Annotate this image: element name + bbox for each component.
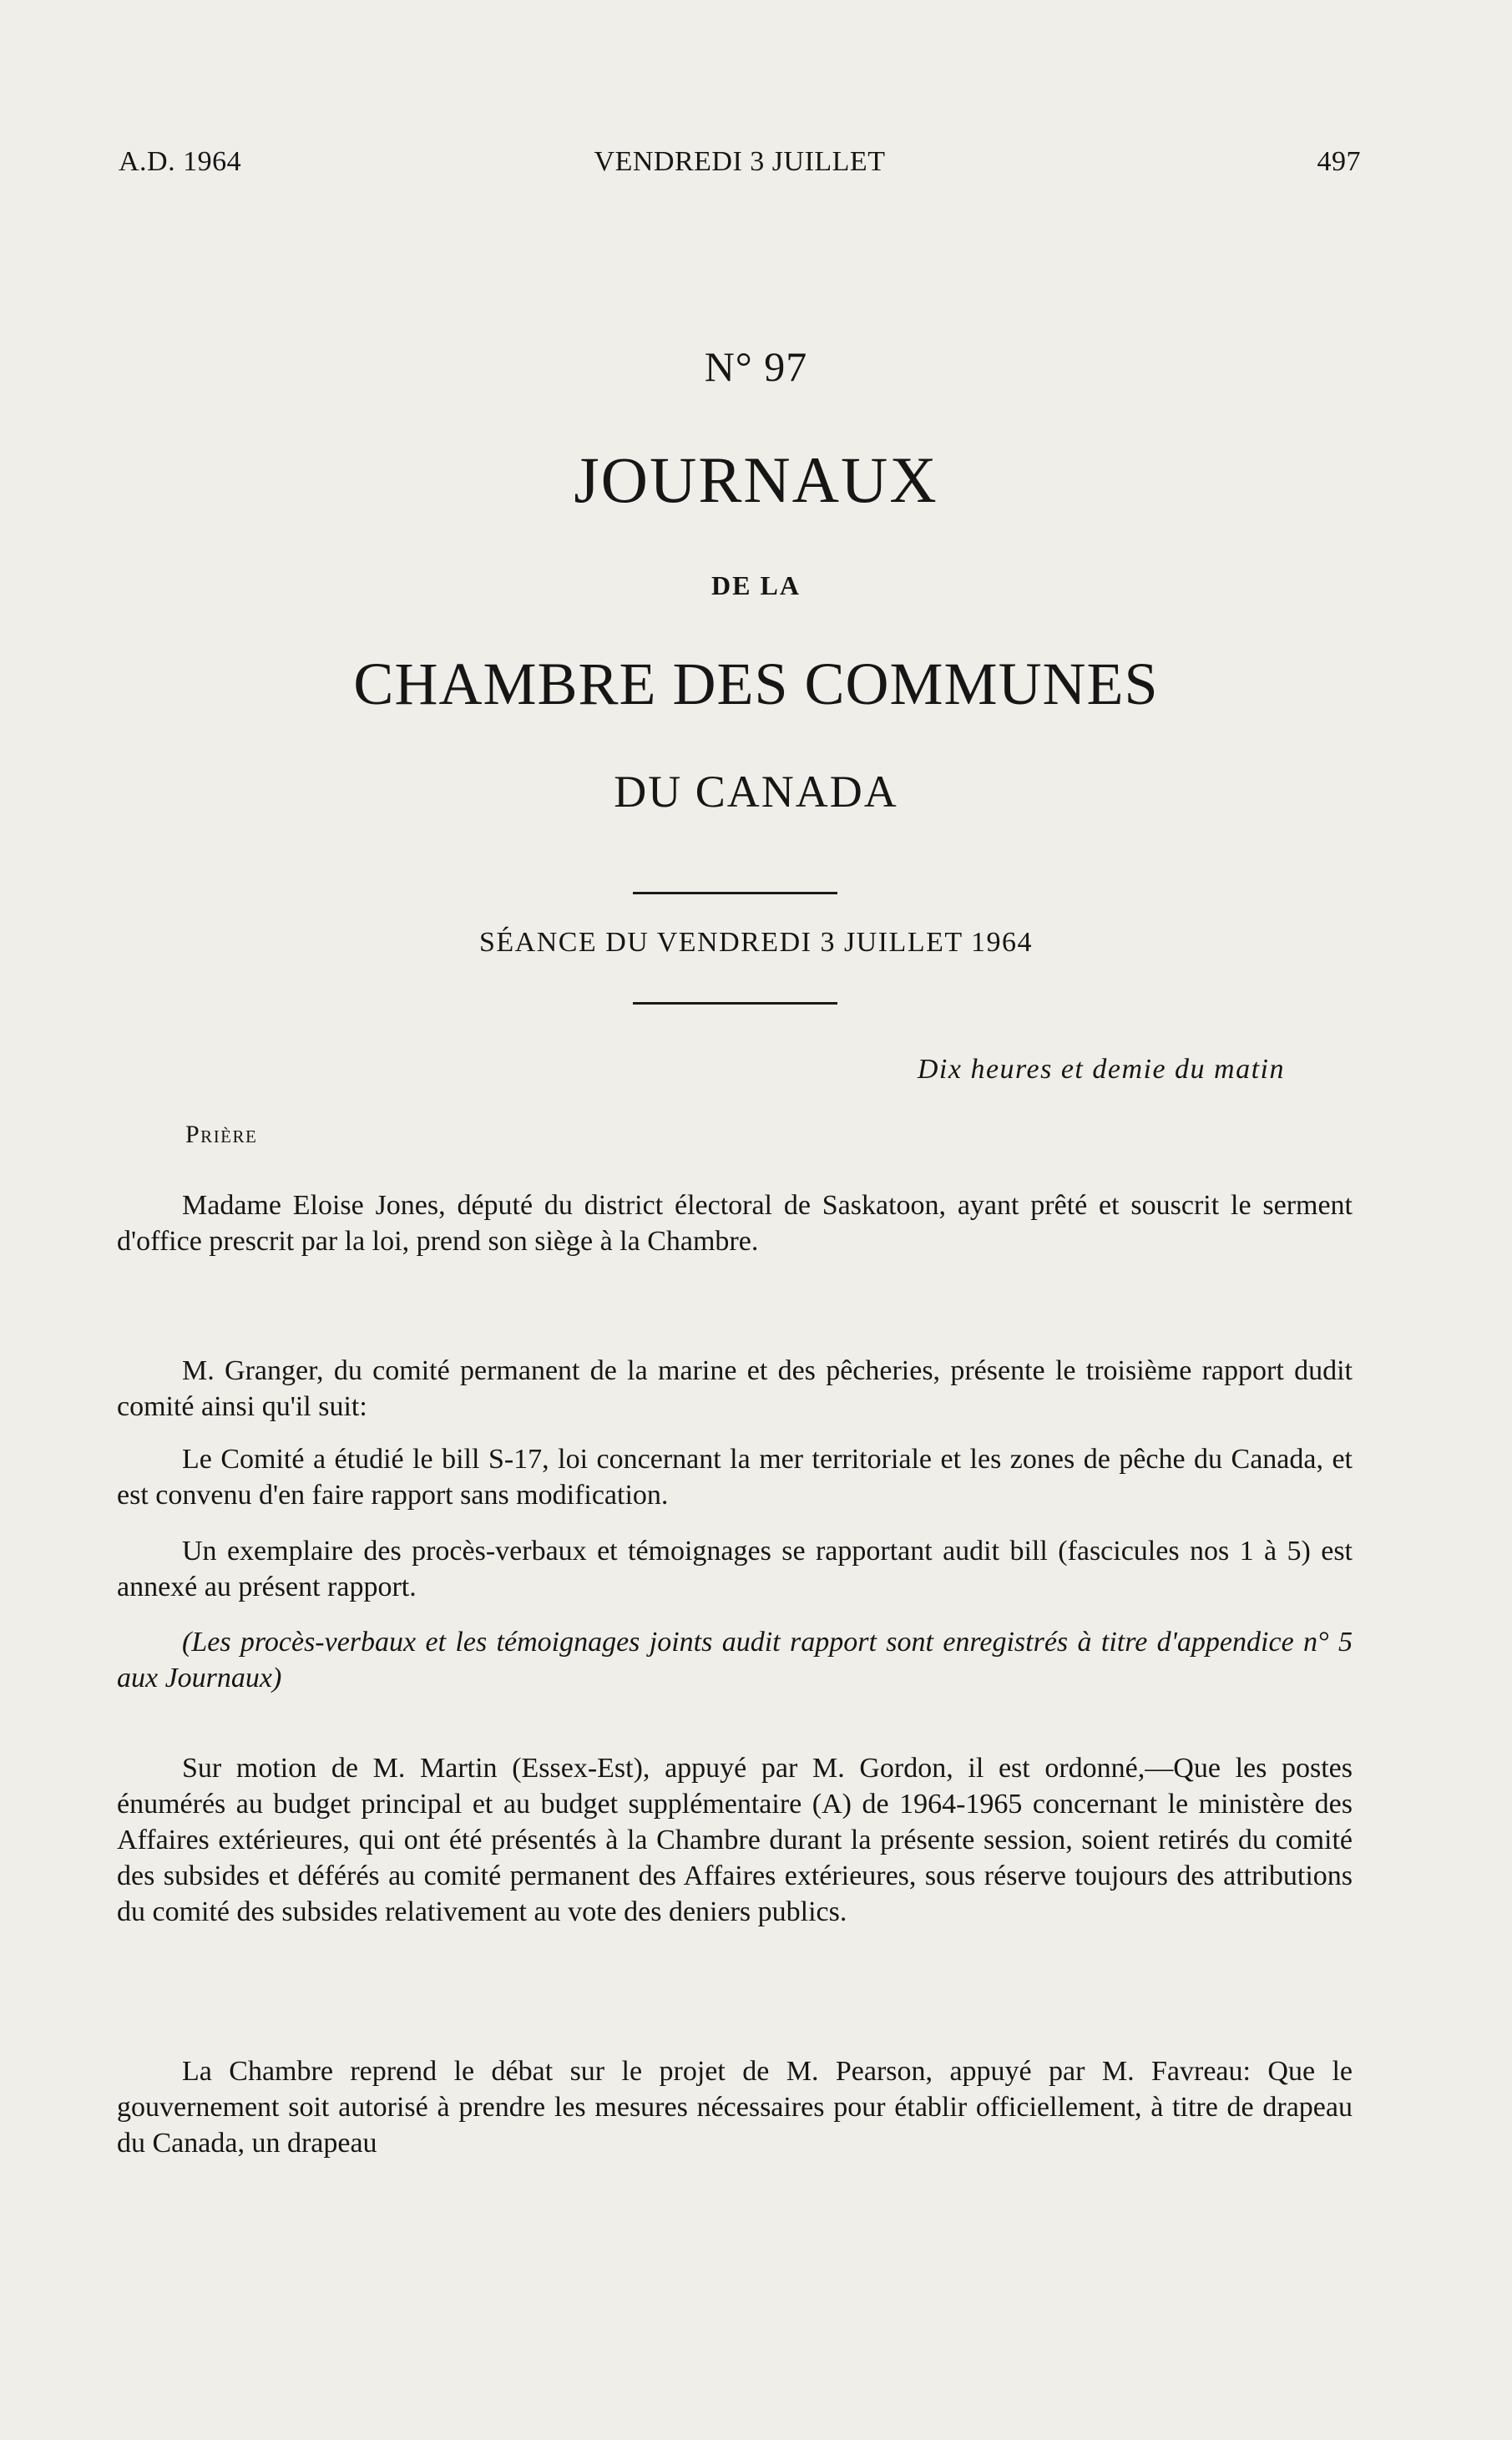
divider-rule: [633, 892, 837, 894]
paragraph-appendix-note: (Les procès-verbaux et les témoignages joints audit rapport sont enregistrés à titre d'appendice n° 5 aux Journaux): [117, 1627, 1353, 1693]
header-date: VENDREDI 3 JUILLET: [594, 146, 886, 177]
sitting-heading: SÉANCE DU VENDREDI 3 JUILLET 1964: [478, 927, 1034, 958]
country-title: DU CANADA: [614, 767, 898, 817]
paragraph-flag-debate: La Chambre reprend le débat sur le projet de M. Pearson, appuyé par M. Favreau: Que le gouvernement soit autorisé à prendre les mesures nécessaires pour établir officiellement, à titre de drapeau du Canada, un drapeau: [117, 2056, 1353, 2159]
journal-title: JOURNAUX: [574, 443, 938, 516]
paragraph-proceedings-copy: Un exemplaire des procès-verbaux et témoignages se rapportant audit bill (fascicules nos 1 à 5) est annexé au présent rapport.: [117, 1536, 1353, 1602]
issue-number: N° 97: [704, 343, 808, 390]
header-year: A.D. 1964: [119, 146, 242, 177]
running-header: [119, 146, 1361, 188]
page-number: 497: [1317, 146, 1361, 177]
paragraph-bill-study: Le Comité a étudié le bill S-17, loi concernant la mer territoriale et les zones de pêche du Canada, et est convenu d'en faire rapport sans modification.: [117, 1444, 1353, 1511]
paragraph-committee-report: M. Granger, du comité permanent de la marine et des pêcheries, présente le troisième rapport dudit comité ainsi qu'il suit:: [117, 1355, 1353, 1422]
paragraph-oath: Madame Eloise Jones, député du district électoral de Saskatoon, ayant prêté et souscrit le serment d'office prescrit par la loi, prend son siège à la Chambre.: [117, 1190, 1353, 1257]
title-connector: DE LA: [711, 570, 801, 600]
sitting-time: Dix heures et demie du matin: [917, 1054, 1285, 1085]
paragraph-motion: Sur motion de M. Martin (Essex-Est), appuyé par M. Gordon, il est ordonné,—Que les postes énumérés au budget principal et au budget supplémentaire (A) de 1964-1965 concernant le ministère des Affaires extérieures, qui ont été présentés à la Chambre durant la présente session, soient retirés du comité des subsides et déférés au comité permanent des Affaires extérieures, sous réserve toujours des attributions du comité des subsides relativement au vote des deniers publics.: [117, 1753, 1353, 1927]
prayer-heading: Prière: [185, 1121, 258, 1148]
chamber-title: CHAMBRE DES COMMUNES: [353, 650, 1159, 717]
divider-rule: [633, 1002, 837, 1005]
